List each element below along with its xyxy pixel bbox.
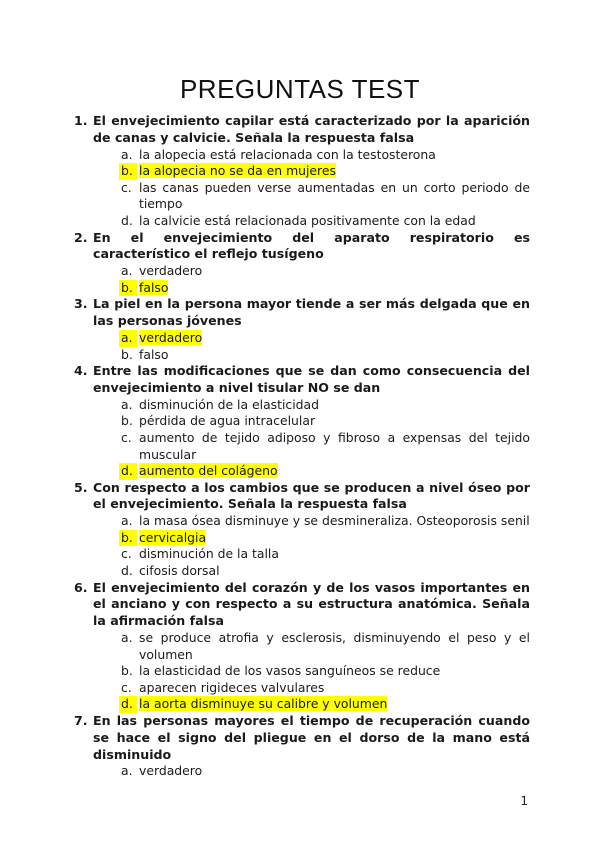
question-number: 2. — [74, 229, 88, 245]
option-text: verdadero — [139, 263, 203, 279]
answer-option — [121, 546, 530, 563]
question-item — [74, 296, 530, 363]
option-list — [93, 397, 530, 480]
option-letter: b. — [121, 663, 133, 679]
answer-option — [121, 347, 530, 364]
option-letter: c. — [121, 679, 132, 695]
question-number: 6. — [74, 579, 88, 595]
option-list — [93, 147, 530, 230]
question-text: En el envejecimiento del aparato respiratorio es característico el reflejo tusígeno — [93, 229, 530, 262]
answer-option — [121, 763, 530, 780]
option-letter: b. — [121, 413, 133, 429]
option-letter: d. — [121, 563, 133, 579]
question-number: 1. — [74, 113, 88, 128]
option-letter: a. — [121, 263, 133, 279]
question-text: Con respecto a los cambios que se producen a nivel óseo por el envejecimiento. Señala la respuesta falsa — [93, 479, 530, 512]
option-text: cervicalgia — [139, 529, 207, 545]
answer-option-highlighted — [121, 696, 530, 713]
option-text: las canas pueden verse aumentadas en un corto periodo de tiempo — [139, 179, 530, 212]
option-text: disminución de la talla — [139, 546, 279, 562]
answer-option-highlighted — [121, 530, 530, 547]
question-item — [74, 480, 530, 580]
question-list — [74, 113, 530, 780]
question-item — [74, 113, 530, 230]
page-title: PREGUNTAS TEST — [179, 74, 421, 104]
option-letter: b. — [119, 280, 137, 297]
option-letter: d. — [119, 463, 137, 480]
option-text: se produce atrofia y esclerosis, disminuyendo el peso y el volumen — [139, 630, 530, 662]
option-text: falso — [139, 346, 169, 362]
answer-option — [121, 413, 530, 430]
question-text: La piel en la persona mayor tiende a ser más delgada que en las personas jóvenes — [93, 296, 530, 329]
answer-option — [121, 180, 530, 213]
question-text: El envejecimiento del corazón y de los vasos importantes en el anciano y con respecto a su estructura anatómica. Señala la afirmación falsa — [93, 579, 530, 629]
option-list — [93, 263, 530, 296]
question-item — [74, 580, 530, 713]
answer-option — [121, 147, 530, 164]
question-text: En las personas mayores el tiempo de recuperación cuando se hace el signo del pliegue en el dorso de la mano está disminuido — [93, 713, 530, 762]
option-list — [93, 513, 530, 579]
option-letter: b. — [119, 530, 137, 547]
option-letter: b. — [121, 346, 133, 362]
option-text: la calvicie está relacionada positivamente con la edad — [139, 212, 476, 228]
option-text: verdadero — [139, 329, 203, 345]
page-number: 1 — [520, 794, 528, 808]
option-text: la aorta disminuye su calibre y volumen — [139, 696, 388, 712]
answer-option — [121, 663, 530, 680]
option-text: disminución de la elasticidad — [139, 396, 320, 412]
option-letter: c. — [121, 429, 132, 445]
question-text: Entre las modificaciones que se dan como consecuencia del envejecimiento a nivel tisular NO se dan — [93, 363, 530, 395]
option-text: pérdida de agua intracelular — [139, 413, 316, 429]
answer-option — [121, 430, 530, 463]
option-letter: a. — [121, 146, 133, 162]
option-letter: a. — [121, 396, 133, 412]
answer-option-highlighted — [121, 280, 530, 297]
option-letter: a. — [121, 763, 133, 779]
answer-option — [121, 213, 530, 230]
option-text: la masa ósea disminuye y se desmineraliza. Osteoporosis senil — [139, 513, 530, 529]
option-letter: c. — [121, 546, 132, 562]
question-item — [74, 713, 530, 780]
question-number: 5. — [74, 479, 88, 495]
option-letter: b. — [119, 163, 137, 180]
option-text: la alopecia no se da en mujeres — [139, 163, 336, 179]
question-item — [74, 363, 530, 480]
option-text: aumento de tejido adiposo y fibroso a expensas del tejido muscular — [139, 429, 530, 462]
question-number: 3. — [74, 296, 88, 312]
option-letter: a. — [121, 513, 133, 529]
answer-option — [121, 513, 530, 530]
option-text: falso — [139, 279, 169, 295]
question-text: El envejecimiento capilar está caracterizado por la aparición de canas y calvicie. Señala la respuesta falsa — [93, 113, 530, 145]
option-letter: d. — [119, 696, 137, 713]
option-list — [93, 330, 530, 363]
option-text: verdadero — [139, 763, 203, 779]
option-text: la alopecia está relacionada con la testosterona — [139, 146, 436, 162]
option-text: la elasticidad de los vasos sanguíneos se reduce — [139, 663, 441, 679]
option-list — [93, 763, 530, 780]
answer-option — [121, 563, 530, 580]
answer-option-highlighted — [121, 330, 530, 347]
answer-option — [121, 397, 530, 414]
question-number: 7. — [74, 713, 88, 729]
answer-option — [121, 263, 530, 280]
question-item — [74, 230, 530, 297]
option-list — [93, 630, 530, 713]
option-letter: d. — [121, 212, 133, 228]
question-number: 4. — [74, 363, 88, 379]
option-letter: a. — [119, 330, 137, 347]
answer-option-highlighted — [121, 463, 530, 480]
option-text: aparecen rigideces valvulares — [139, 679, 325, 695]
answer-option — [121, 680, 530, 697]
answer-option — [121, 630, 530, 663]
option-letter: c. — [121, 179, 132, 195]
option-letter: a. — [121, 630, 133, 646]
option-text: aumento del colágeno — [139, 463, 278, 479]
option-text: cifosis dorsal — [139, 563, 220, 579]
answer-option-highlighted — [121, 163, 530, 180]
